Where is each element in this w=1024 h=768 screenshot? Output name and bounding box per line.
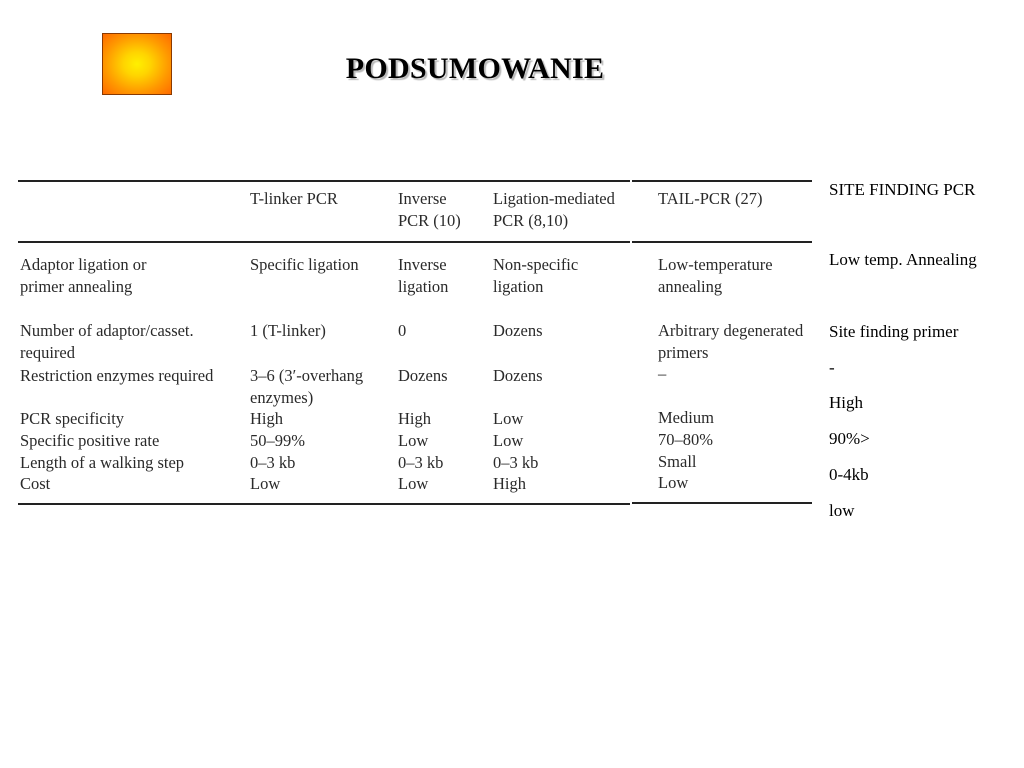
tail-pcr-table	[632, 180, 812, 506]
cell-value: Dozens	[398, 366, 448, 385]
cell-value: Specific ligation	[250, 255, 359, 274]
cell-line: ligation	[493, 276, 544, 296]
cell-value: Low	[493, 431, 524, 450]
cell-value: Low	[398, 474, 429, 493]
row-label-restriction: Restriction enzymes required	[20, 366, 214, 385]
row-label-line: primer annealing	[20, 276, 133, 296]
cell-line: Arbitrary degenerated	[658, 321, 804, 340]
header-t-linker: T-linker PCR	[250, 189, 338, 208]
cell-line: Low-temperature	[658, 255, 773, 274]
cell-value: High	[398, 409, 431, 428]
cell-line: 3–6 (3′-overhang	[250, 366, 364, 385]
tail-value	[658, 254, 773, 297]
header-inverse	[398, 188, 461, 231]
row-label-adaptor-count	[20, 320, 194, 363]
cell-value: Dozens	[493, 321, 543, 340]
cell-value: 1 (T-linker)	[250, 321, 326, 340]
cell-line: Non-specific	[493, 255, 579, 274]
table-bottom-rule	[18, 503, 630, 505]
header-inverse-line1: Inverse	[398, 189, 447, 208]
row-label-cost: Cost	[20, 474, 51, 493]
header-inverse-line2: PCR (10)	[398, 210, 461, 230]
tail-value: –	[658, 364, 667, 383]
cell-value	[250, 365, 363, 408]
tail-value: Small	[658, 452, 697, 471]
table-header-rule	[18, 241, 630, 243]
site-finding-value: 90%>	[829, 429, 870, 448]
cell-value	[493, 254, 578, 297]
cell-line: ligation	[398, 276, 449, 296]
row-label-line: required	[20, 342, 75, 362]
tail-table-bottom-rule	[632, 502, 812, 504]
row-label-positive-rate: Specific positive rate	[20, 431, 160, 450]
table-top-rule	[18, 180, 630, 182]
row-label-line: Number of adaptor/casset.	[20, 321, 194, 340]
site-finding-header: SITE FINDING PCR	[829, 180, 976, 199]
cell-value: High	[250, 409, 283, 428]
row-label-pcr-specificity: PCR specificity	[20, 409, 125, 428]
cell-value: Low	[398, 431, 429, 450]
cell-value: High	[493, 474, 526, 493]
cell-line: annealing	[658, 276, 723, 296]
page-title: PODSUMOWANIE	[345, 52, 605, 85]
site-finding-value: 0-4kb	[829, 465, 869, 484]
tail-table-header-rule	[632, 241, 812, 243]
tail-value: Medium	[658, 408, 714, 427]
row-label-line: Adaptor ligation or	[20, 255, 147, 274]
header-lm-line1: Ligation-mediated	[493, 189, 615, 208]
header-ligation-mediated	[493, 188, 615, 231]
row-label-adaptor	[20, 254, 146, 297]
cell-value	[398, 254, 448, 297]
tail-table-top-rule	[632, 180, 812, 182]
cell-value: 50–99%	[250, 431, 305, 450]
header-lm-line2: PCR (8,10)	[493, 210, 569, 230]
site-finding-value: low	[829, 501, 855, 520]
site-finding-value: Site finding primer	[829, 322, 959, 341]
tail-header: TAIL-PCR (27)	[658, 189, 763, 208]
cell-line: primers	[658, 342, 709, 362]
cell-value: 0–3 kb	[493, 453, 539, 472]
cell-value: 0	[398, 321, 407, 340]
decorative-gradient-square	[102, 33, 172, 95]
cell-value: Low	[250, 474, 281, 493]
cell-line: enzymes)	[250, 387, 314, 407]
tail-value	[658, 320, 803, 363]
row-label-walking-step: Length of a walking step	[20, 453, 185, 472]
comparison-table	[18, 180, 630, 506]
cell-value: 0–3 kb	[250, 453, 296, 472]
tail-value: Low	[658, 473, 689, 492]
site-finding-value: High	[829, 393, 863, 412]
cell-value: Low	[493, 409, 524, 428]
cell-value: 0–3 kb	[398, 453, 444, 472]
site-finding-value: -	[829, 358, 835, 377]
cell-value: Dozens	[493, 366, 543, 385]
site-finding-value: Low temp. Annealing	[829, 250, 977, 269]
cell-line: Inverse	[398, 255, 447, 274]
tail-value: 70–80%	[658, 430, 713, 449]
